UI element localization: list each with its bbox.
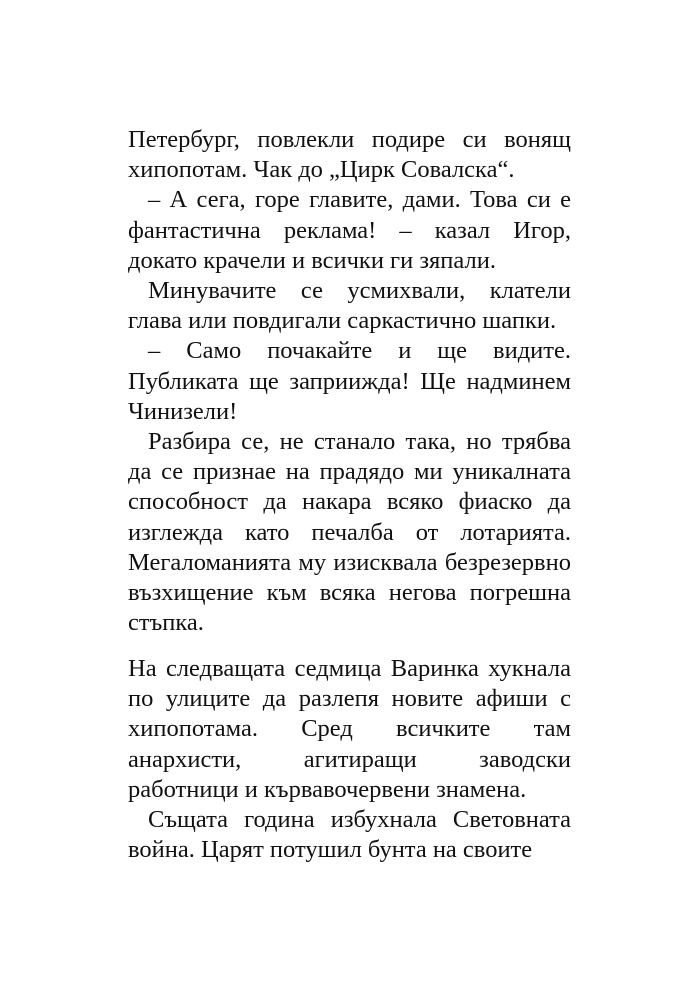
text-section-1	[128, 125, 571, 638]
text-section-2	[128, 654, 571, 865]
paragraph-4: – Само почакайте и ще видите. Публиката ще заприижда! Ще надминем Чинизели!	[128, 337, 571, 425]
paragraph-2: – А сега, горе главите, дами. Това си е фантастична реклама! – казал Игор, докато крачели и всички ги зяпали.	[128, 186, 571, 274]
paragraph-6: На следващата седмица Варинка хукнала по улиците да разлепя новите афиши с хипопотама. Сред всичките там анархисти, агитиращи заводски работници и кървавочервени знамена.	[128, 655, 571, 803]
paragraph-1: Петербург, повлекли подире си вонящ хипопотам. Чак до „Цирк Совалска“.	[128, 126, 571, 184]
paragraph-3: Минувачите се усмихвали, клатели глава или повдигали саркастично шапки.	[128, 277, 571, 335]
paragraph-5: Разбира се, не станало така, но трябва да се признае на прадядо ми уникалната способност да накара всяко фиаско да изглежда като печалба от лотарията. Мегаломанията му изисквала безрезервно възхищение към всяка негова погрешна стъпка.	[128, 428, 571, 637]
paragraph-7: Същата година избухнала Световната война. Царят потушил бунта на своите	[128, 806, 571, 864]
